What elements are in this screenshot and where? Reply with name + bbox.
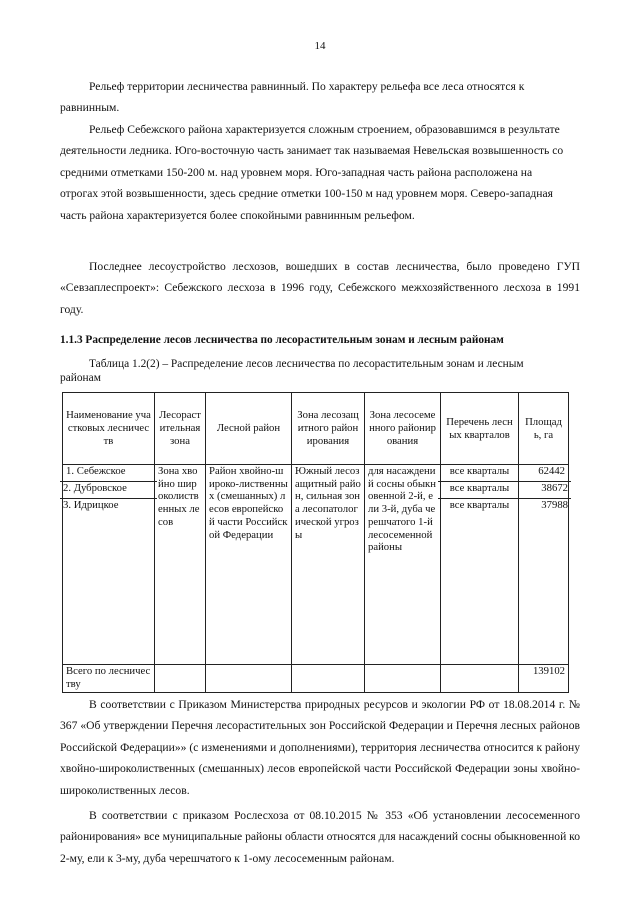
- table-row: [63, 465, 569, 665]
- header-region: Лесной район: [206, 393, 292, 465]
- header-name: Наименование участковых лесничеств: [63, 393, 155, 465]
- quarters-value: все кварталы: [438, 481, 521, 498]
- protection-zone-cell: Южный лесозащитный район, сильная зона лесопатологической угрозы: [292, 465, 365, 665]
- header-seed-zone: Зона лесосеменного районирования: [365, 393, 441, 465]
- header-zone: Лесорастительная зона: [155, 393, 206, 465]
- area-value: 38672: [516, 481, 571, 498]
- page-number: 14: [314, 40, 326, 52]
- district-name: 1. Себежское: [66, 465, 126, 477]
- table-caption: Таблица 1.2(2) – Распределение лесов лесничества по лесорастительным зонам и лесным районам: [60, 358, 524, 384]
- total-area: 139102: [519, 665, 569, 693]
- paragraph-order-367: В соответствии с Приказом Министерства природных ресурсов и экологии РФ от 18.08.2014 г. № 367 «Об утверждении Перечня лесорастительных зон Российской Федерации и Перечня лесных районов Российской Федерации»» (с изменениями и дополнениями), территория лесничества относится к району хвойно-широколиственных (смешанных) лесов европейской части Российской Федерации зоны хвойно-широколиственных лесов.: [60, 698, 580, 797]
- area-value: 37988: [516, 498, 571, 515]
- section-heading: 1.1.3 Распределение лесов лесничества по лесорастительным зонам и лесным районам: [60, 334, 504, 346]
- header-quarters: Перечень лесных кварталов: [441, 393, 519, 465]
- paragraph-order-353: В соответствии с приказом Рослесхоза от 08.10.2015 № 353 «Об установлении лесосеменного районирования» все муниципальные районы области относятся для насаждений сосны обыкновенной ко 2-му, ели к 3-му, дуба черешчатого к 1-ому лесосеменным районам.: [60, 809, 581, 865]
- region-cell: Район хвойно-широко-лиственных (смешанных) лесов европейской части Российской Федерации: [206, 465, 292, 665]
- table-total-row: [63, 665, 569, 693]
- quarters-cell: [441, 465, 519, 665]
- quarters-value: все кварталы: [438, 498, 521, 515]
- paragraph-relief: Рельеф территории лесничества равнинный. По характеру рельефа все леса относятся к равнинным.: [60, 80, 525, 115]
- header-protection-zone: Зона лесозащитного районирования: [292, 393, 365, 465]
- header-area: Площадь, га: [519, 393, 569, 465]
- total-label: Всего по лесничеству: [63, 665, 155, 693]
- paragraph-forest-inventory: Последнее лесоустройство лесхозов, вошедших в состав лесничества, было проведено ГУП «Севзаплеспроект»: Себежского лесхоза в 1996 году, Себежского межхозяйственного лесхоза в 1991 году.: [60, 260, 580, 316]
- district-name: 2. Дубровское: [60, 481, 157, 498]
- quarters-value: все кварталы: [449, 465, 510, 477]
- paragraph-sebezh-relief: Рельеф Себежского района характеризуется сложным строением, образовавшимся в результате деятельности ледника. Юго-восточную часть занимает так называемая Невельская возвышенность со средними отметками 150-200 м. над уровнем моря. Юго-западная часть района расположена на отрогах этой возвышенности, здесь средние отметки 100-150 м над уровнем моря. Северо-западная часть района характеризуется более спокойными равнинным рельефом.: [60, 123, 564, 222]
- area-value: 62442: [538, 465, 565, 477]
- zone-cell: Зона хвойно широколиственных лесов: [155, 465, 206, 665]
- forest-zones-table: [62, 392, 569, 693]
- district-name: 3. Идрицкое: [60, 498, 157, 515]
- seed-zone-cell: для насаждений сосны обыкновенной 2-й, ели 3-й, дуба черешчатого 1-й лесосеменной районы: [365, 465, 441, 665]
- district-names-cell: [63, 465, 155, 665]
- table-header-row: [63, 393, 569, 465]
- area-cell: [519, 465, 569, 665]
